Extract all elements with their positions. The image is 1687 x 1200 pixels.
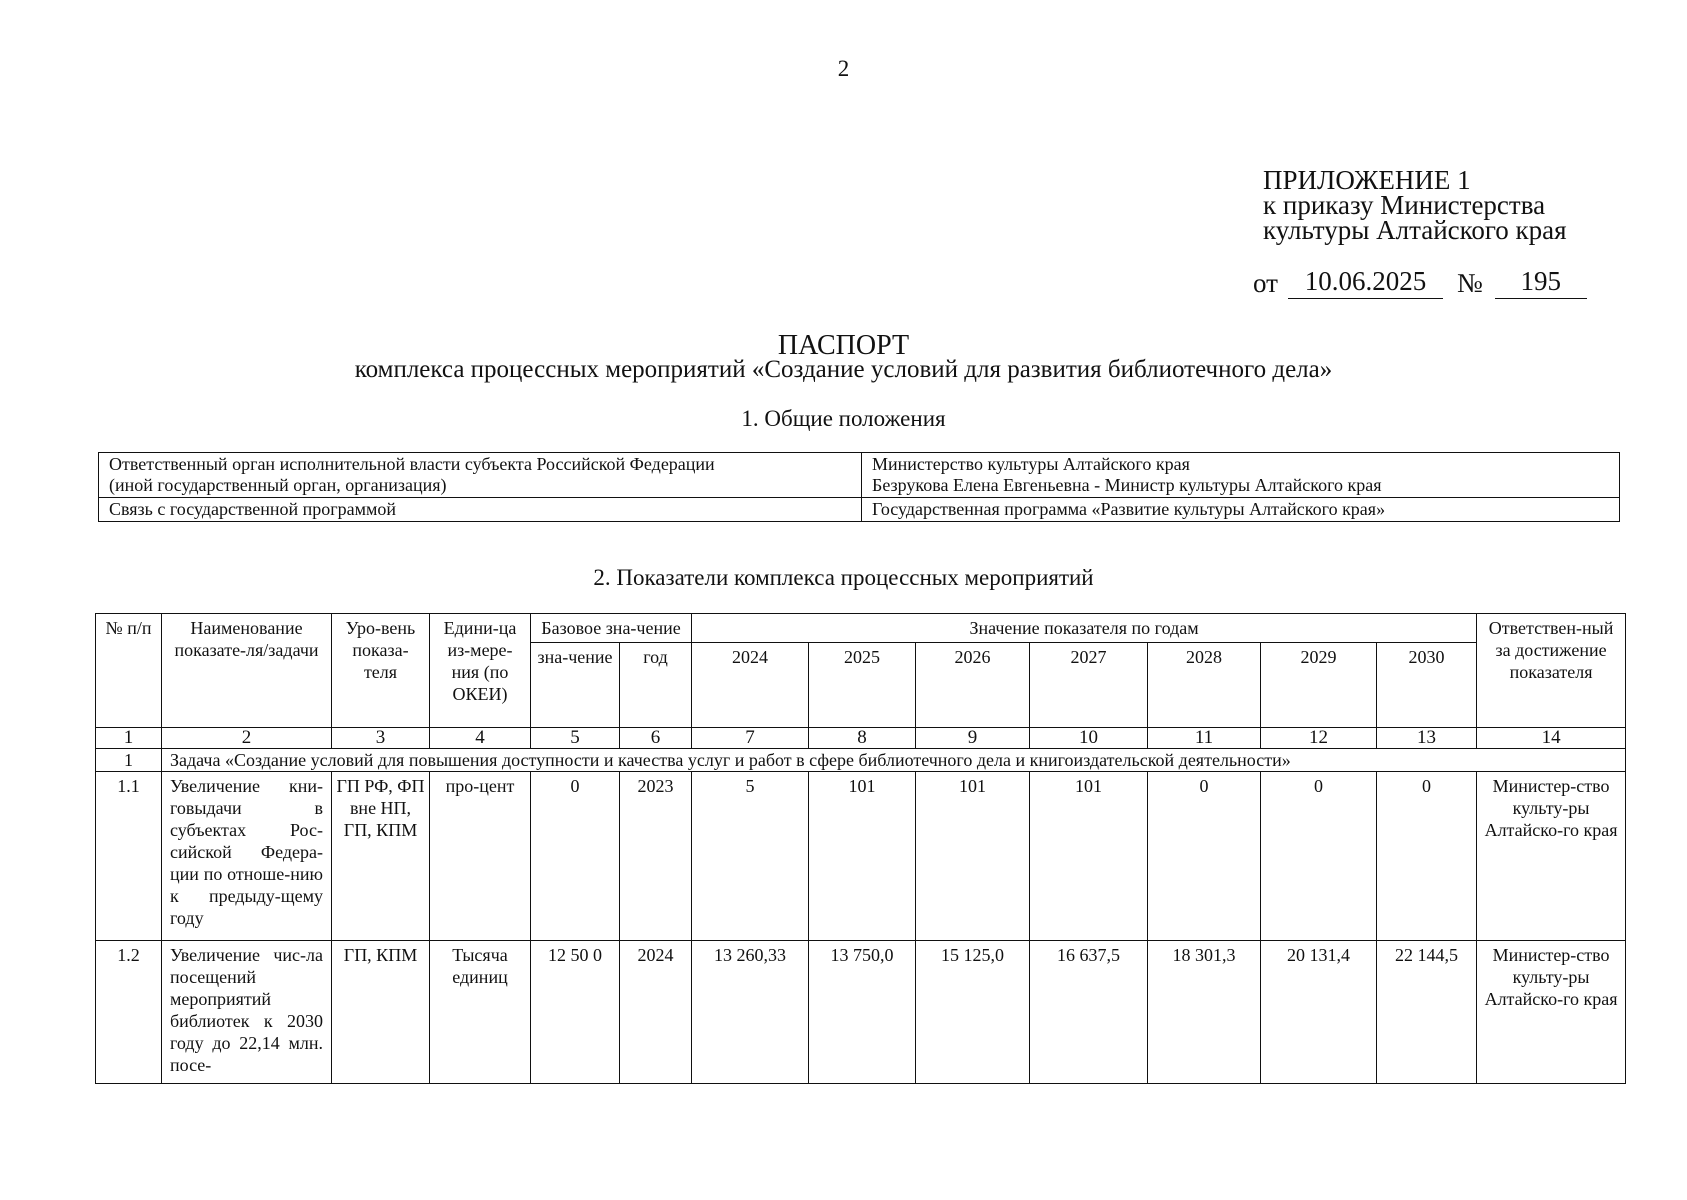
header-level: Уро-вень показа-теля xyxy=(332,614,430,728)
year-value: 13 750,0 xyxy=(809,941,916,1084)
header-values-by-year: Значение показателя по годам xyxy=(692,614,1477,643)
header-year: 2026 xyxy=(916,643,1030,728)
indicator-level: ГП РФ, ФП вне НП, ГП, КПМ xyxy=(332,772,430,941)
year-value: 13 260,33 xyxy=(692,941,809,1084)
responsible: Министер-ство культу-ры Алтайско-го края xyxy=(1477,941,1626,1084)
year-value: 15 125,0 xyxy=(916,941,1030,1084)
table-row xyxy=(99,453,1620,498)
number-label: № xyxy=(1456,268,1483,298)
appendix-block xyxy=(1263,165,1567,245)
year-value: 0 xyxy=(1261,772,1377,941)
year-value: 5 xyxy=(692,772,809,941)
indicator-name: Увеличение чис-ла посещений мероприятий библиотек к 2030 году до 22,14 млн. посе- xyxy=(162,941,332,1084)
appendix-line-2: к приказу Министерства xyxy=(1263,190,1546,220)
table-cell: Связь с государственной программой xyxy=(99,498,862,522)
responsible-body-label: Ответственный орган исполнительной власти субъекта Российской Федерации xyxy=(109,454,715,474)
table-cell: Государственная программа «Развитие культуры Алтайского края» xyxy=(862,498,1620,522)
appendix-line-3: культуры Алтайского края xyxy=(1263,215,1567,245)
table-row xyxy=(99,498,1620,522)
base-value: 12 50 0 xyxy=(531,941,620,1084)
header-base-value: зна-чение xyxy=(531,643,620,728)
row-num: 1.2 xyxy=(96,941,162,1084)
table-row xyxy=(96,941,1626,1084)
column-number: 3 xyxy=(332,728,430,749)
header-year: 2030 xyxy=(1377,643,1477,728)
indicators-table xyxy=(95,613,1626,1084)
column-number: 4 xyxy=(430,728,531,749)
header-year: 2028 xyxy=(1148,643,1261,728)
base-year: 2024 xyxy=(620,941,692,1084)
base-value: 0 xyxy=(531,772,620,941)
header-year: 2029 xyxy=(1261,643,1377,728)
column-number: 10 xyxy=(1030,728,1148,749)
responsible-body-label-2: (иной государственный орган, организация) xyxy=(109,475,447,495)
appendix-title: ПРИЛОЖЕНИЕ 1 xyxy=(1263,165,1471,195)
column-number: 12 xyxy=(1261,728,1377,749)
header-base-year: год xyxy=(620,643,692,728)
responsible-body-value: Министерство культуры Алтайского края xyxy=(872,454,1190,474)
header-year: 2024 xyxy=(692,643,809,728)
order-date-line xyxy=(1253,266,1587,299)
header-responsible: Ответствен-ный за достижение показателя xyxy=(1477,614,1626,728)
indicator-unit: про-цент xyxy=(430,772,531,941)
year-value: 22 144,5 xyxy=(1377,941,1477,1084)
column-number: 7 xyxy=(692,728,809,749)
year-value: 20 131,4 xyxy=(1261,941,1377,1084)
header-num: № п/п xyxy=(96,614,162,728)
column-number: 1 xyxy=(96,728,162,749)
column-number: 14 xyxy=(1477,728,1626,749)
table-cell xyxy=(862,453,1620,498)
general-provisions-table xyxy=(98,452,1620,522)
order-number: 195 xyxy=(1495,266,1587,299)
order-date: 10.06.2025 xyxy=(1288,266,1443,299)
year-value: 101 xyxy=(916,772,1030,941)
page-number: 2 xyxy=(837,56,850,81)
column-numbers-row xyxy=(96,728,1626,749)
section-2-heading: 2. Показатели комплекса процессных мероприятий xyxy=(593,565,1094,590)
year-value: 101 xyxy=(809,772,916,941)
column-number: 13 xyxy=(1377,728,1477,749)
year-value: 16 637,5 xyxy=(1030,941,1148,1084)
document-subtitle: комплекса процессных мероприятий «Создание условий для развития библиотечного дела» xyxy=(354,356,1333,383)
year-value: 18 301,3 xyxy=(1148,941,1261,1084)
task-num: 1 xyxy=(96,749,162,772)
document-title: ПАСПОРТ xyxy=(777,330,910,361)
responsible: Министер-ство культу-ры Алтайско-го края xyxy=(1477,772,1626,941)
base-year: 2023 xyxy=(620,772,692,941)
table-row xyxy=(96,772,1626,941)
from-label: от xyxy=(1253,268,1278,298)
row-num: 1.1 xyxy=(96,772,162,941)
column-number: 6 xyxy=(620,728,692,749)
section-1-heading: 1. Общие положения xyxy=(741,406,946,431)
year-value: 0 xyxy=(1377,772,1477,941)
table-cell xyxy=(99,453,862,498)
column-number: 5 xyxy=(531,728,620,749)
year-value: 0 xyxy=(1148,772,1261,941)
header-name: Наименование показате-ля/задачи xyxy=(162,614,332,728)
column-number: 8 xyxy=(809,728,916,749)
column-number: 9 xyxy=(916,728,1030,749)
header-base: Базовое зна-чение xyxy=(531,614,692,643)
column-number: 11 xyxy=(1148,728,1261,749)
header-year: 2027 xyxy=(1030,643,1148,728)
column-number: 2 xyxy=(162,728,332,749)
indicator-level: ГП, КПМ xyxy=(332,941,430,1084)
indicator-unit: Тысяча единиц xyxy=(430,941,531,1084)
header-row xyxy=(96,614,1626,643)
task-row xyxy=(96,749,1626,772)
task-text: Задача «Создание условий для повышения доступности и качества услуг и работ в сфере библиотечного дела и книгоиздательской деятельности» xyxy=(162,749,1626,772)
header-unit: Едини-ца из-мере-ния (по ОКЕИ) xyxy=(430,614,531,728)
indicator-name: Увеличение кни-говыдачи в субъектах Рос-сийской Федера-ции по отноше-нию к предыду-щему году xyxy=(162,772,332,941)
year-value: 101 xyxy=(1030,772,1148,941)
responsible-person-value: Безрукова Елена Евгеньевна - Министр культуры Алтайского края xyxy=(872,475,1382,495)
header-year: 2025 xyxy=(809,643,916,728)
